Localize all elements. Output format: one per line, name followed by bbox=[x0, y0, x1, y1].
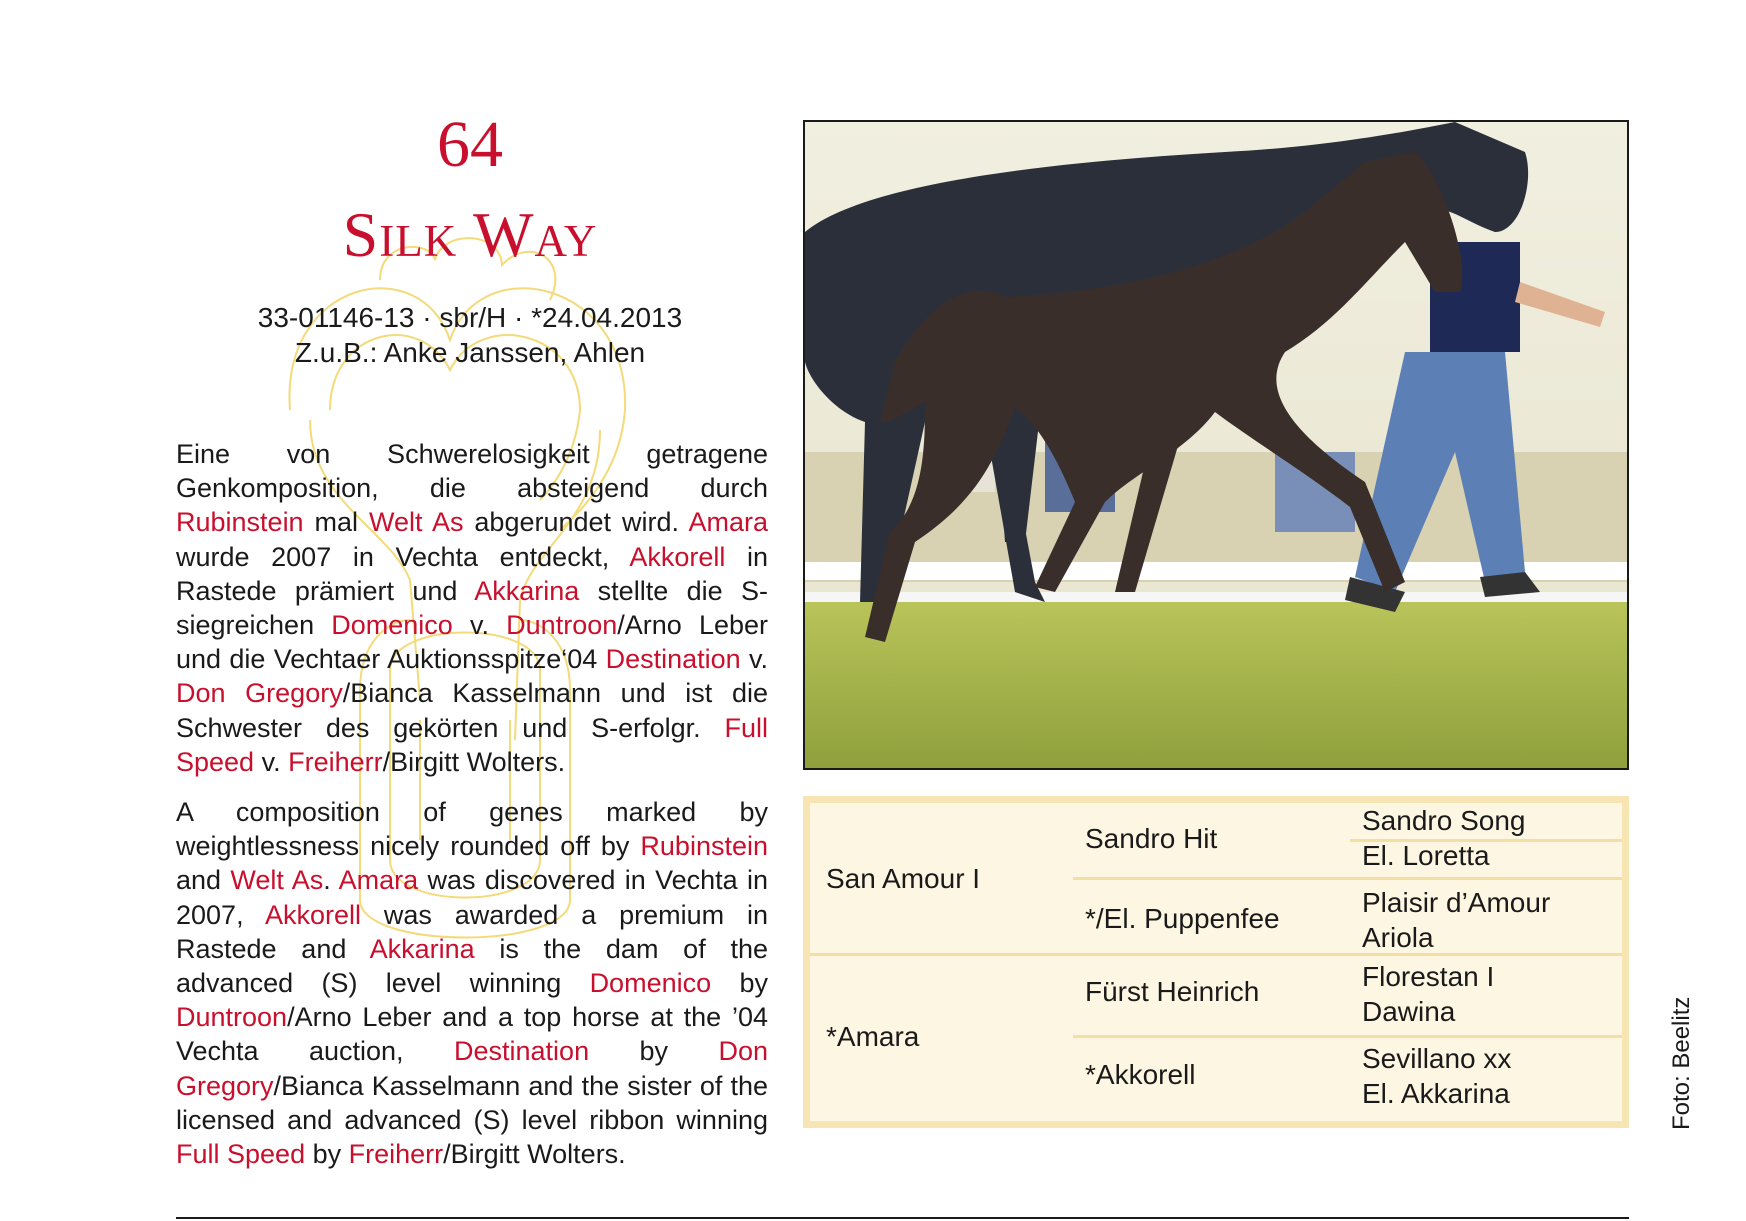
text-segment: stellte die S-siegreichen bbox=[176, 575, 768, 641]
horse-name-highlight: Amara bbox=[338, 865, 419, 896]
horse-name-highlight: Full Speed bbox=[176, 712, 768, 777]
pedigree-dam-sire-sire: Florestan I bbox=[1362, 961, 1495, 992]
pedigree-sire-sire-sire: Sandro Song bbox=[1362, 805, 1526, 836]
pedigree-divider bbox=[1073, 1035, 1622, 1038]
horse-name-highlight: Akkarina bbox=[369, 933, 475, 964]
horse-name-highlight: Destination bbox=[605, 644, 741, 675]
pedigree-sire-dam: */El. Puppenfee bbox=[1085, 903, 1280, 934]
text-segment: . bbox=[323, 865, 339, 896]
pedigree-table bbox=[803, 796, 1629, 1128]
horse-name: Silk Way bbox=[342, 199, 598, 270]
horse-name-highlight: Duntroon bbox=[176, 1002, 288, 1033]
text-segment: /Arno Leber und die Vechtaer Auktionsspitze‘04 bbox=[176, 610, 769, 675]
text-segment: /Arno Leber and a top horse at the ’04 Vechta auction, bbox=[176, 1002, 768, 1067]
text-segment: /Bianca Kasselmann and the sister of the licensed and advanced (S) level ribbon winning bbox=[176, 1070, 768, 1135]
text-segment: was awarded a premium in Rastede and bbox=[176, 899, 768, 964]
pedigree-sire-dam-dam: Ariola bbox=[1362, 922, 1434, 953]
bottom-rule bbox=[176, 1217, 1629, 1219]
text-segment: in Rastede prämiert und bbox=[176, 541, 768, 606]
pedigree-dam-dam-sire: Sevillano xx bbox=[1362, 1043, 1512, 1074]
meta-breeder-line: Z.u.B.: Anke Janssen, Ahlen bbox=[294, 337, 646, 368]
horse-name-highlight: Akkarina bbox=[474, 575, 580, 606]
photo-credit: Foto: Beelitz bbox=[1668, 996, 1695, 1130]
horse-photo bbox=[803, 120, 1629, 770]
text-segment: was discovered in Vechta in 2007, bbox=[176, 865, 768, 930]
text-segment: by bbox=[711, 968, 768, 999]
pedigree-sire: San Amour I bbox=[826, 863, 981, 894]
lot-number: 64 bbox=[437, 108, 503, 181]
horse-name-highlight: Full Speed bbox=[176, 1139, 306, 1170]
meta-id-line: 33-01146-13 · sbr/H · *24.04.2013 bbox=[257, 302, 683, 333]
text-segment: /Birgitt Wolters. bbox=[443, 1139, 626, 1170]
pedigree-dam-dam-dam: El. Akkarina bbox=[1362, 1078, 1510, 1109]
horse-name-highlight: Don Gregory bbox=[176, 678, 343, 709]
text-segment: wurde 2007 in Vechta entdeckt, bbox=[176, 541, 630, 572]
horse-name-highlight: Don Gregory bbox=[176, 1036, 768, 1101]
pedigree-dam-dam: *Akkorell bbox=[1085, 1059, 1196, 1090]
horse-name-highlight: Rubinstein bbox=[176, 507, 304, 538]
pedigree-dam-sire-dam: Dawina bbox=[1362, 996, 1456, 1027]
text-segment: by bbox=[305, 1139, 349, 1170]
text-segment: /Birgitt Wolters. bbox=[382, 746, 566, 777]
text-segment: and bbox=[176, 865, 231, 896]
horse-name-highlight: Akkorell bbox=[264, 899, 361, 930]
horse-name-highlight: Freiherr bbox=[348, 1139, 444, 1170]
horse-name-highlight: Freiherr bbox=[288, 746, 383, 777]
text-segment: v. bbox=[740, 644, 769, 675]
horse-name-highlight: Domenico bbox=[589, 968, 712, 999]
text-segment: A composition of genes marked by weightlessness nicely rounded off by bbox=[176, 797, 768, 862]
text-segment: by bbox=[589, 1036, 719, 1067]
text-segment: abgerundet wird. bbox=[463, 507, 689, 538]
pedigree-sire-sire: Sandro Hit bbox=[1085, 823, 1218, 854]
horse-meta bbox=[200, 300, 740, 370]
pedigree-divider bbox=[810, 953, 1622, 956]
horse-name-highlight: Destination bbox=[454, 1036, 590, 1067]
horse-name-highlight: Akkorell bbox=[629, 541, 726, 572]
horse-name-highlight: Amara bbox=[688, 507, 768, 538]
horse-name-highlight: Welt As bbox=[230, 865, 324, 896]
text-segment: mal bbox=[303, 507, 369, 538]
pedigree-divider bbox=[1073, 877, 1622, 880]
pedigree-sire-sire-dam: El. Loretta bbox=[1362, 840, 1490, 871]
horse-name-highlight: Welt As bbox=[368, 507, 464, 538]
pedigree-dam: *Amara bbox=[826, 1021, 920, 1052]
pedigree-sire-dam-sire: Plaisir d’Amour bbox=[1362, 887, 1551, 918]
horse-name-highlight: Rubinstein bbox=[640, 831, 768, 862]
text-segment: Eine von Schwerelosigkeit getragene Genkomposition, die absteigend durch bbox=[176, 439, 768, 504]
pedigree-dam-sire: Fürst Heinrich bbox=[1085, 976, 1260, 1007]
text-segment: v. bbox=[254, 746, 289, 777]
text-segment: /Bianca Kasselmann und ist die Schwester des gekörten und S-erfolgr. bbox=[176, 678, 768, 743]
horse-name-highlight: Duntroon bbox=[506, 610, 618, 641]
horse-name-highlight: Domenico bbox=[331, 610, 453, 641]
text-segment: is the dam of the advanced (S) level winning bbox=[176, 933, 768, 999]
description-german bbox=[176, 437, 768, 779]
text-segment: v. bbox=[452, 610, 507, 641]
description-english bbox=[176, 795, 768, 1171]
